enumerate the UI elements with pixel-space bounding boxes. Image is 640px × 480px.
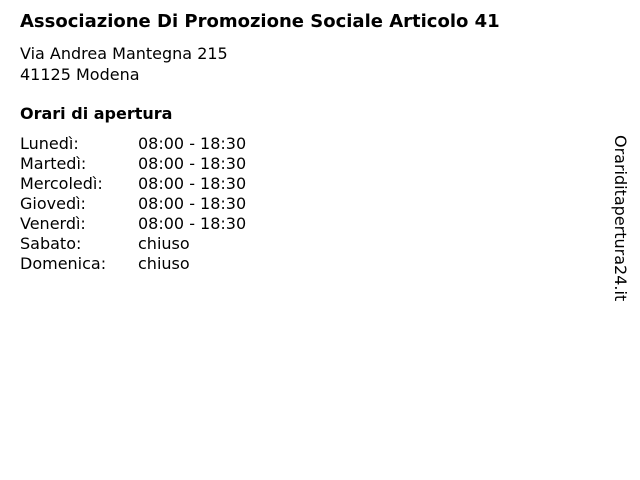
hours-row-friday <box>20 214 246 234</box>
day-label: Giovedì: <box>20 194 86 213</box>
day-label: Sabato: <box>20 234 82 253</box>
hours-row-sunday <box>20 254 246 274</box>
day-hours: 08:00 - 18:30 <box>138 154 247 173</box>
site-watermark <box>612 135 634 310</box>
day-label: Lunedì: <box>20 134 79 153</box>
business-address <box>20 43 228 85</box>
watermark-text: Orariditapertura24.it <box>611 135 630 302</box>
day-hours: 08:00 - 18:30 <box>138 214 247 233</box>
day-hours: 08:00 - 18:30 <box>138 194 247 213</box>
day-label: Domenica: <box>20 254 107 273</box>
street-address: Via Andrea Mantegna 215 <box>20 44 228 63</box>
city-postal: 41125 Modena <box>20 65 140 84</box>
hours-row-monday <box>20 134 246 154</box>
hours-row-saturday <box>20 234 246 254</box>
day-hours: 08:00 - 18:30 <box>138 134 247 153</box>
day-hours: chiuso <box>138 254 190 273</box>
day-label: Mercoledì: <box>20 174 103 193</box>
day-label: Venerdì: <box>20 214 86 233</box>
day-hours: chiuso <box>138 234 190 253</box>
opening-hours-table <box>20 134 246 274</box>
hours-row-thursday <box>20 194 246 214</box>
day-label: Martedì: <box>20 154 87 173</box>
hours-row-tuesday <box>20 154 246 174</box>
day-hours: 08:00 - 18:30 <box>138 174 247 193</box>
business-name: Associazione Di Promozione Sociale Articolo 41 <box>20 11 500 32</box>
hours-row-wednesday <box>20 174 246 194</box>
opening-hours-heading: Orari di apertura <box>20 104 173 123</box>
